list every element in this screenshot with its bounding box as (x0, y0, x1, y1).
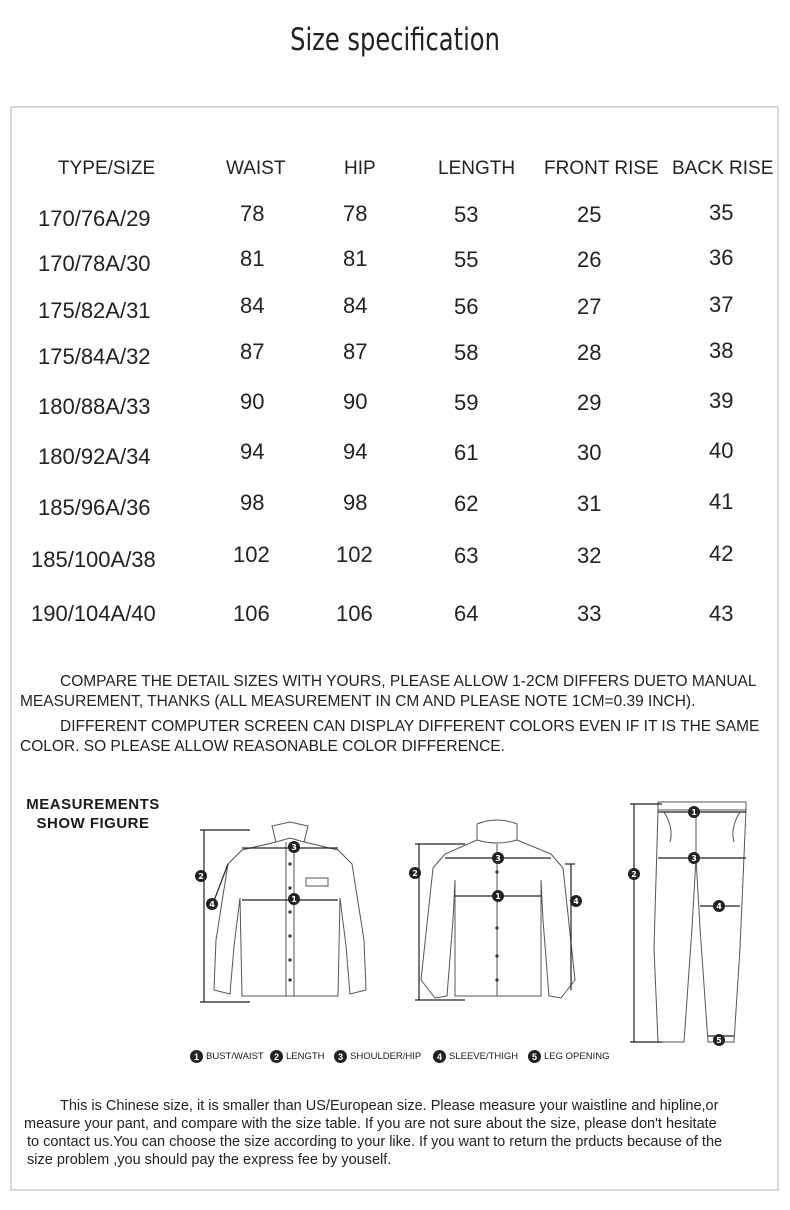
svg-text:2: 2 (631, 870, 637, 879)
cell-type-size: 175/84A/32 (38, 344, 151, 369)
cell-hip: 106 (336, 601, 373, 626)
cell-waist: 81 (240, 246, 265, 271)
cell-length: 56 (454, 294, 479, 319)
legend-number: 1 (190, 1050, 203, 1063)
header-back-rise: BACK RISE (672, 158, 774, 179)
cell-waist: 78 (240, 201, 265, 226)
header-front-rise: FRONT RISE (544, 158, 659, 179)
svg-text:1: 1 (291, 895, 297, 904)
cell-back-rise: 38 (709, 338, 734, 363)
measurements-title: MEASUREMENTS SHOW FIGURE (26, 796, 160, 832)
svg-text:2: 2 (412, 869, 418, 878)
header-hip: HIP (344, 158, 376, 179)
legend-item (190, 1050, 264, 1063)
disclaimer-line: measure your pant, and compare with the size table. If you are not sure about the size, please don't hesitate (24, 1116, 717, 1132)
cell-length: 59 (454, 390, 479, 415)
svg-text:2: 2 (198, 872, 204, 881)
cell-waist: 84 (240, 293, 265, 318)
cell-type-size: 180/92A/34 (38, 444, 151, 469)
cell-back-rise: 43 (709, 601, 734, 626)
cell-hip: 84 (343, 293, 368, 318)
cell-hip: 98 (343, 490, 368, 515)
cell-hip: 78 (343, 201, 368, 226)
cell-front-rise: 29 (577, 390, 602, 415)
jacket-figure (405, 820, 585, 1010)
cell-front-rise: 32 (577, 543, 602, 568)
pants-figure (622, 798, 762, 1048)
cell-waist: 106 (233, 601, 270, 626)
legend-item (433, 1050, 518, 1063)
cell-type-size: 185/100A/38 (31, 547, 156, 572)
cell-length: 61 (454, 440, 479, 465)
svg-text:1: 1 (691, 808, 697, 817)
legend-label: BUST/WAIST (206, 1051, 264, 1062)
note-line: COMPARE THE DETAIL SIZES WITH YOURS, PLEASE ALLOW 1-2CM DIFFERS DUETO MANUAL (60, 673, 757, 690)
header-length: LENGTH (438, 158, 516, 179)
note-line: MEASUREMENT, THANKS (ALL MEASUREMENT IN CM AND PLEASE NOTE 1CM=0.39 INCH). (20, 693, 696, 710)
cell-front-rise: 28 (577, 340, 602, 365)
cell-front-rise: 30 (577, 440, 602, 465)
note-line: COLOR. SO PLEASE ALLOW REASONABLE COLOR DIFFERENCE. (20, 738, 505, 755)
cell-length: 55 (454, 247, 479, 272)
cell-waist: 94 (240, 439, 265, 464)
cell-back-rise: 40 (709, 438, 734, 463)
disclaimer-line: This is Chinese size, it is smaller than US/European size. Please measure your waistline and hipline,or (60, 1098, 719, 1114)
svg-text:1: 1 (495, 892, 501, 901)
cell-front-rise: 27 (577, 294, 602, 319)
page-title: Size specification (290, 22, 500, 58)
svg-text:3: 3 (291, 843, 297, 852)
svg-text:5: 5 (716, 1036, 722, 1045)
cell-type-size: 190/104A/40 (31, 601, 156, 626)
cell-type-size: 185/96A/36 (38, 495, 151, 520)
header-type-size: TYPE/SIZE (58, 158, 156, 179)
cell-hip: 90 (343, 389, 368, 414)
cell-back-rise: 41 (709, 489, 734, 514)
legend-number: 4 (433, 1050, 446, 1063)
legend-number: 3 (334, 1050, 347, 1063)
cell-back-rise: 35 (709, 200, 734, 225)
svg-text:4: 4 (716, 902, 722, 911)
disclaimer-line: size problem ,you should pay the express fee by youself. (27, 1152, 392, 1168)
size-disclaimer (24, 1097, 769, 1169)
legend-number: 5 (528, 1050, 541, 1063)
cell-back-rise: 39 (709, 388, 734, 413)
note-screen-colors (20, 717, 760, 757)
cell-front-rise: 31 (577, 491, 602, 516)
legend-label: LENGTH (286, 1051, 325, 1062)
cell-type-size: 170/76A/29 (38, 206, 151, 231)
cell-front-rise: 33 (577, 601, 602, 626)
cell-waist: 102 (233, 542, 270, 567)
legend-label: LEG OPENING (544, 1051, 610, 1062)
shirt-figure (190, 820, 370, 1010)
svg-text:4: 4 (209, 900, 215, 909)
legend-item (270, 1050, 325, 1063)
cell-type-size: 170/78A/30 (38, 251, 151, 276)
legend-item (334, 1050, 421, 1063)
svg-text:4: 4 (573, 897, 579, 906)
note-line: DIFFERENT COMPUTER SCREEN CAN DISPLAY DIFFERENT COLORS EVEN IF IT IS THE SAME (60, 718, 760, 735)
cell-front-rise: 26 (577, 247, 602, 272)
cell-front-rise: 25 (577, 202, 602, 227)
cell-length: 53 (454, 202, 479, 227)
cell-waist: 90 (240, 389, 265, 414)
cell-back-rise: 37 (709, 292, 734, 317)
cell-hip: 87 (343, 339, 368, 364)
cell-type-size: 175/82A/31 (38, 298, 151, 323)
cell-hip: 94 (343, 439, 368, 464)
cell-type-size: 180/88A/33 (38, 394, 151, 419)
cell-back-rise: 42 (709, 541, 734, 566)
legend-number: 2 (270, 1050, 283, 1063)
legend-item (528, 1050, 609, 1063)
cell-back-rise: 36 (709, 245, 734, 270)
svg-text:3: 3 (495, 854, 501, 863)
cell-length: 58 (454, 340, 479, 365)
cell-length: 64 (454, 601, 479, 626)
header-waist: WAIST (226, 158, 286, 179)
cell-length: 62 (454, 491, 479, 516)
disclaimer-line: to contact us.You can choose the size according to your like. If you want to return the prducts because of the (27, 1134, 723, 1150)
legend-label: SLEEVE/THIGH (449, 1051, 519, 1062)
cell-waist: 87 (240, 339, 265, 364)
cell-hip: 102 (336, 542, 373, 567)
svg-text:3: 3 (691, 854, 697, 863)
cell-waist: 98 (240, 490, 265, 515)
legend-label: SHOULDER/HIP (350, 1051, 422, 1062)
cell-length: 63 (454, 543, 479, 568)
note-compare-sizes (20, 672, 760, 712)
cell-hip: 81 (343, 246, 368, 271)
